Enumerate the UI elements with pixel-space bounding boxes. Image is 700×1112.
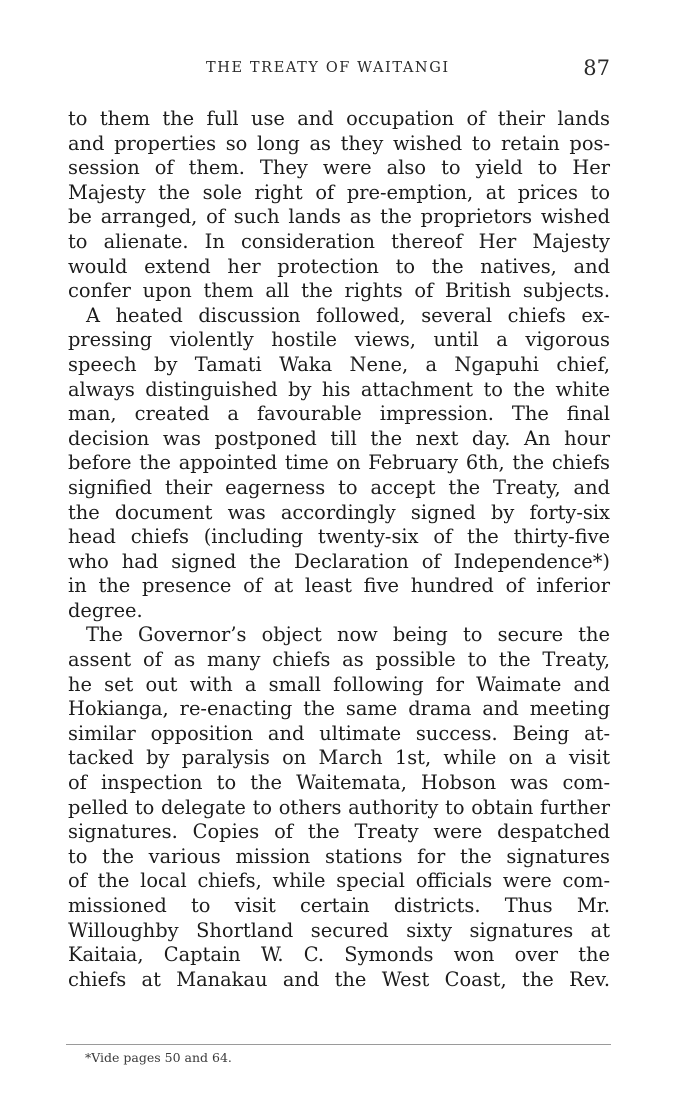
text-line: and properties so long as they wished to retain pos- — [68, 131, 610, 155]
text-line: who had signed the Declaration of Independence*) — [68, 549, 610, 573]
text-line: confer upon them all the rights of British subjects. — [68, 279, 610, 303]
text-line: he set out with a small following for Waimate and — [68, 672, 610, 696]
text-line: man, created a favourable impression. The final — [68, 402, 610, 426]
footnote-divider — [66, 1044, 611, 1045]
text-line: to the various mission stations for the signatures — [68, 844, 610, 868]
text-line: the document was accordingly signed by forty-six — [68, 500, 610, 524]
text-line: degree. — [68, 598, 143, 622]
text-line: A heated discussion followed, several chiefs ex- — [86, 303, 610, 327]
text-line: tacked by paralysis on March 1st, while on a visit — [68, 746, 610, 770]
footnote: *Vide pages 50 and 64. — [85, 1050, 232, 1065]
text-line: Willoughby Shortland secured sixty signatures at — [68, 918, 610, 942]
text-line: would extend her protection to the natives, and — [68, 254, 610, 278]
text-line: decision was postponed till the next day. An hour — [68, 426, 610, 450]
text-line: head chiefs (including twenty-six of the thirty-five — [68, 525, 610, 549]
text-line: of the local chiefs, while special officials were com- — [68, 869, 610, 893]
text-line: Majesty the sole right of pre-emption, at prices to — [68, 180, 610, 204]
text-line: chiefs at Manakau and the West Coast, the Rev. — [68, 967, 610, 991]
text-line: in the presence of at least five hundred of inferior — [68, 574, 610, 598]
body-text — [68, 107, 610, 992]
text-line: similar opposition and ultimate success. Being at- — [68, 721, 610, 745]
text-line: session of them. They were also to yield to Her — [68, 156, 610, 180]
text-line: signatures. Copies of the Treaty were despatched — [68, 820, 610, 844]
text-line: assent of as many chiefs as possible to the Treaty, — [68, 648, 610, 672]
text-line: to them the full use and occupation of their lands — [68, 107, 610, 130]
text-line: of inspection to the Waitemata, Hobson was com- — [68, 771, 610, 795]
text-line: signified their eagerness to accept the Treaty, and — [68, 475, 610, 499]
text-line: Hokianga, re-enacting the same drama and meeting — [68, 697, 610, 721]
text-line: speech by Tamati Waka Nene, a Ngapuhi chief, — [68, 352, 610, 376]
text-line: be arranged, of such lands as the proprietors wished — [68, 205, 610, 229]
text-line: to alienate. In consideration thereof Her Majesty — [68, 229, 610, 253]
page-header — [68, 56, 610, 86]
page-number: 87 — [583, 56, 610, 80]
text-line: pressing violently hostile views, until a vigorous — [68, 328, 610, 352]
text-line: always distinguished by his attachment to the white — [68, 377, 610, 401]
text-line: before the appointed time on February 6th, the chiefs — [68, 451, 610, 475]
running-title: THE TREATY OF WAITANGI — [206, 60, 450, 76]
text-line: missioned to visit certain districts. Thus Mr. — [68, 894, 610, 917]
text-line: pelled to delegate to others authority to obtain further — [68, 795, 610, 819]
text-line: Kaitaia, Captain W. C. Symonds won over the — [68, 943, 610, 967]
text-line: The Governor’s object now being to secure the — [86, 623, 610, 647]
